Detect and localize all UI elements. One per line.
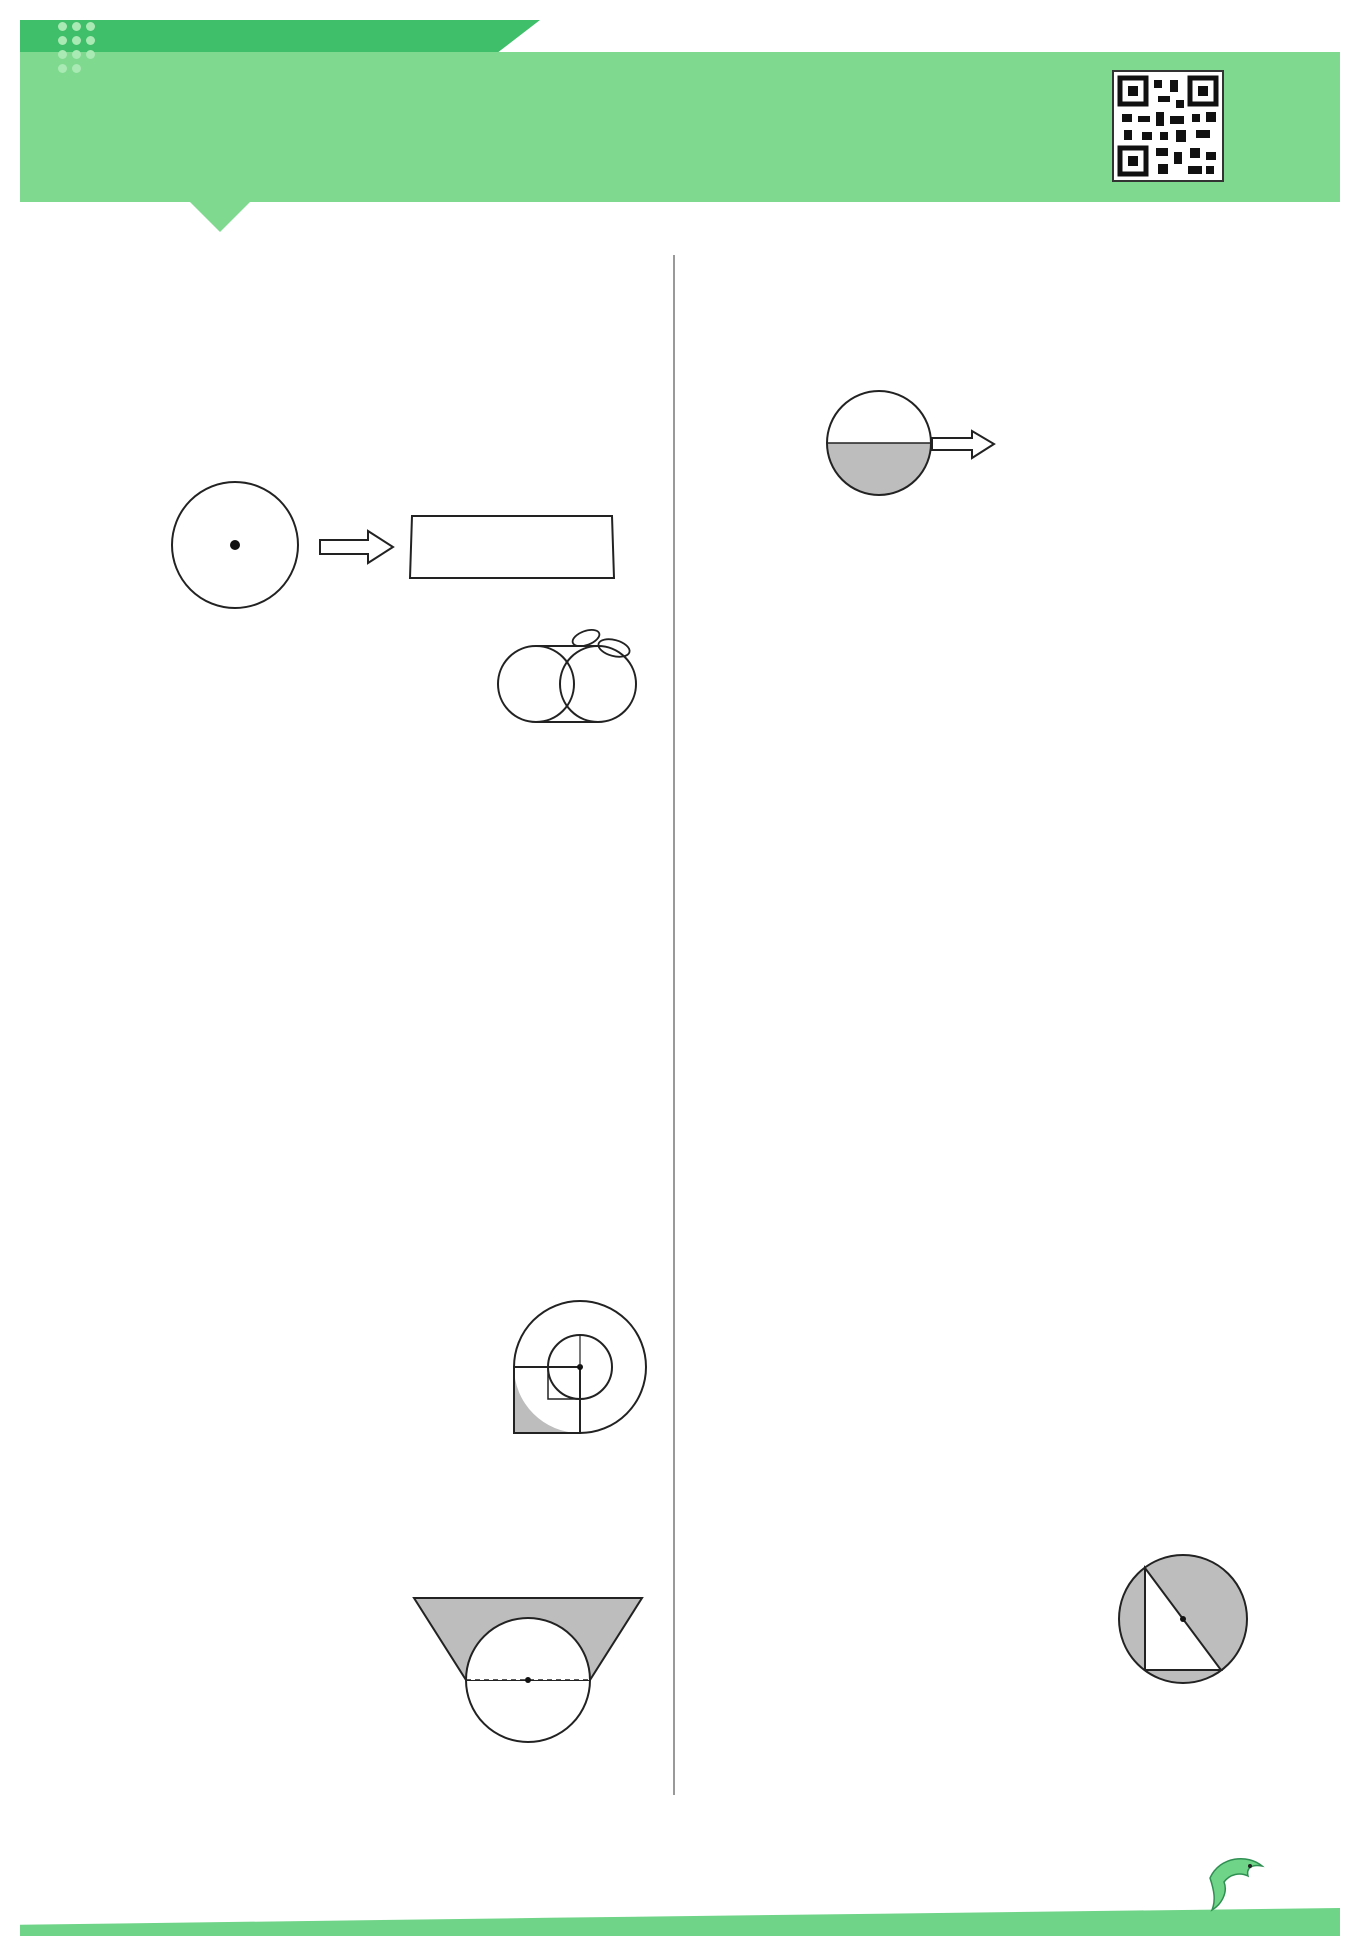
trapezoid-circle-figure	[408, 1578, 648, 1728]
decorative-dots	[58, 22, 98, 92]
arrow-icon	[318, 528, 398, 568]
qr-code-icon[interactable]	[1112, 70, 1224, 182]
column-divider	[673, 255, 675, 1795]
footer-band	[20, 1908, 1340, 1936]
header-top-strip	[20, 20, 540, 52]
rectangle-figure	[408, 512, 618, 582]
circle-sector-figure	[170, 480, 310, 620]
header-notch	[190, 202, 250, 232]
two-bottles-figure	[496, 628, 656, 728]
dolphin-icon	[1200, 1848, 1270, 1918]
half-shaded-circle-figure	[824, 388, 934, 498]
arrow-icon	[930, 428, 1000, 462]
ring-squares-figure	[510, 1305, 650, 1445]
parallelogram-figure	[1002, 410, 1172, 470]
inscribed-triangle-figure	[1116, 1552, 1256, 1692]
